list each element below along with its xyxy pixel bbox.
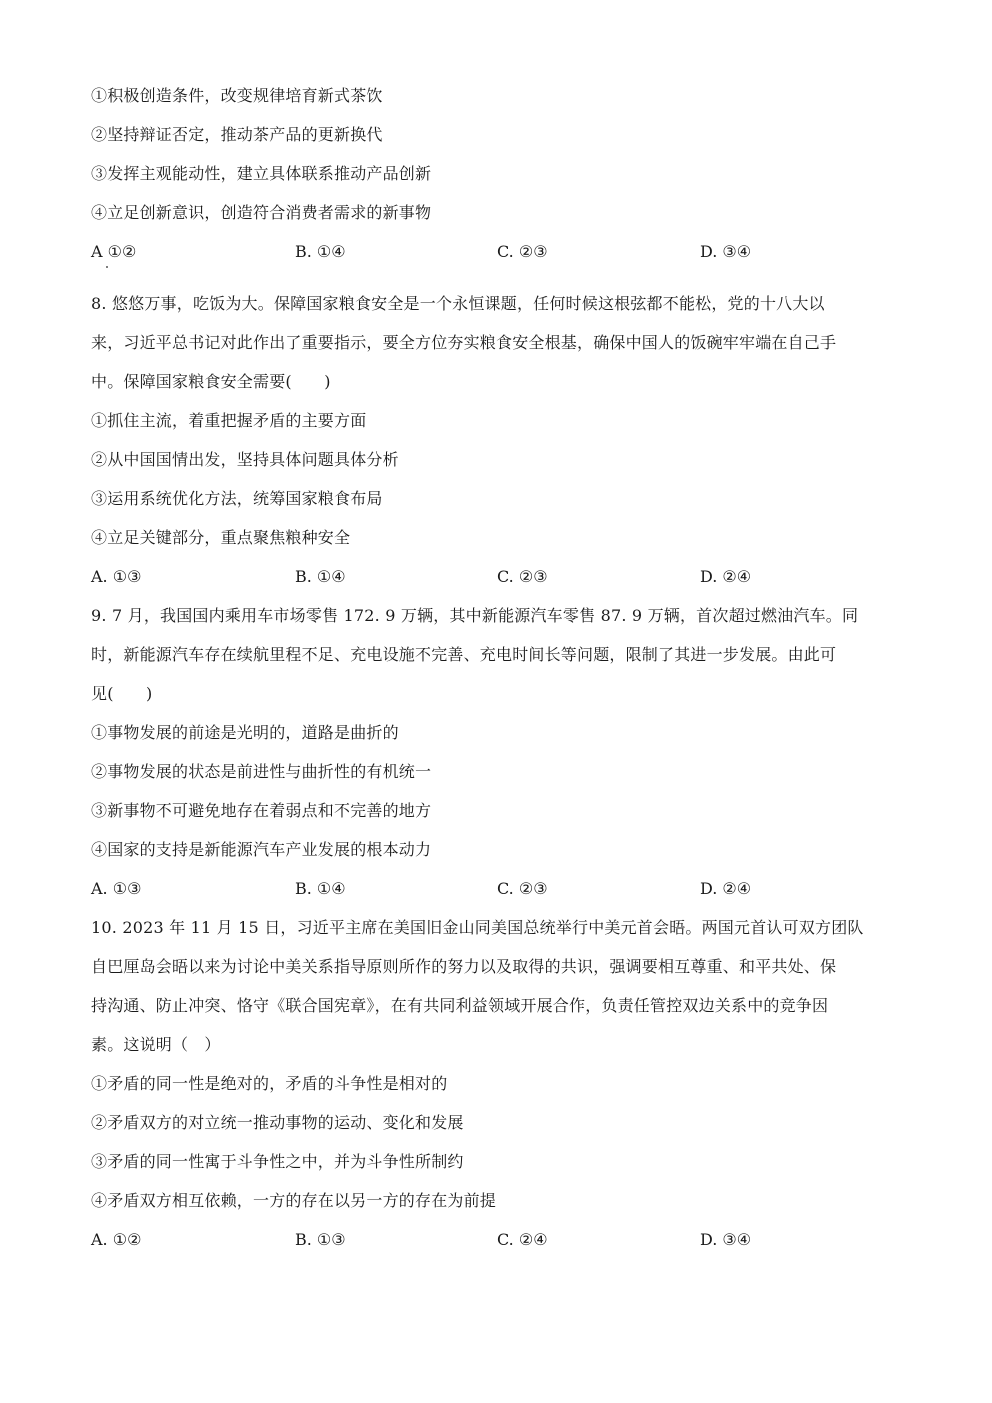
q7-item-1: ①积极创造条件，改变规律培育新式茶饮 — [91, 86, 383, 105]
q9-options — [91, 879, 891, 899]
q7-options — [91, 242, 891, 262]
q10-item-2: ②矛盾双方的对立统一推动事物的运动、变化和发展 — [91, 1113, 464, 1132]
q9-option-d: D. ②④ — [700, 879, 752, 898]
q7-option-a: A ①② — [91, 242, 137, 261]
stray-dot-mark — [106, 266, 108, 268]
q9-option-c: C. ②③ — [497, 879, 548, 898]
q9-item-4: ④国家的支持是新能源汽车产业发展的根本动力 — [91, 840, 432, 859]
q10-stem-line-4: 素。这说明（ ） — [91, 1035, 221, 1054]
q10-item-3: ③矛盾的同一性寓于斗争性之中，并为斗争性所制约 — [91, 1152, 464, 1171]
q8-options — [91, 567, 891, 587]
q10-option-c: C. ②④ — [497, 1230, 548, 1249]
q7-item-2: ②坚持辩证否定，推动茶产品的更新换代 — [91, 125, 383, 144]
q9-stem-line-1: 9. 7 月，我国国内乘用车市场零售 172. 9 万辆，其中新能源汽车零售 87. 9 万辆，首次超过燃油汽车。同 — [91, 606, 859, 625]
q8-item-3: ③运用系统优化方法，统筹国家粮食布局 — [91, 489, 383, 508]
q8-option-c: C. ②③ — [497, 567, 548, 586]
q10-option-d: D. ③④ — [700, 1230, 752, 1249]
q8-item-1: ①抓住主流，着重把握矛盾的主要方面 — [91, 411, 367, 430]
q10-item-1: ①矛盾的同一性是绝对的，矛盾的斗争性是相对的 — [91, 1074, 448, 1093]
q7-item-4: ④立足创新意识，创造符合消费者需求的新事物 — [91, 203, 432, 222]
q8-item-2: ②从中国国情出发，坚持具体问题具体分析 — [91, 450, 399, 469]
q8-item-4: ④立足关键部分，重点聚焦粮种安全 — [91, 528, 351, 547]
q7-option-c: C. ②③ — [497, 242, 548, 261]
q10-stem-line-3: 持沟通、防止冲突、恪守《联合国宪章》，在有共同利益领域开展合作，负责任管控双边关系中的竞争因 — [91, 996, 829, 1015]
q10-item-4: ④矛盾双方相互依赖，一方的存在以另一方的存在为前提 — [91, 1191, 497, 1210]
q8-stem-line-2: 来，习近平总书记对此作出了重要指示，要全方位夯实粮食安全根基，确保中国人的饭碗牢牢端在自己手 — [91, 333, 837, 352]
q7-item-3: ③发挥主观能动性，建立具体联系推动产品创新 — [91, 164, 432, 183]
q10-option-a: A. ①② — [91, 1230, 142, 1249]
q9-item-1: ①事物发展的前途是光明的，道路是曲折的 — [91, 723, 399, 742]
q9-item-3: ③新事物不可避免地存在着弱点和不完善的地方 — [91, 801, 432, 820]
q8-option-b: B. ①④ — [295, 567, 346, 586]
q9-option-a: A. ①③ — [91, 879, 142, 898]
q10-stem-line-1: 10. 2023 年 11 月 15 日，习近平主席在美国旧金山同美国总统举行中美元首会晤。两国元首认可双方团队 — [91, 918, 864, 937]
q9-stem-line-3: 见( ) — [91, 684, 153, 703]
q8-option-a: A. ①③ — [91, 567, 142, 586]
q9-option-b: B. ①④ — [295, 879, 346, 898]
q9-item-2: ②事物发展的状态是前进性与曲折性的有机统一 — [91, 762, 432, 781]
q10-stem-line-2: 自巴厘岛会晤以来为讨论中美关系指导原则所作的努力以及取得的共识，强调要相互尊重、和平共处、保 — [91, 957, 837, 976]
q10-options — [91, 1230, 891, 1250]
q7-option-d: D. ③④ — [700, 242, 752, 261]
q8-stem-line-1: 8. 悠悠万事，吃饭为大。保障国家粮食安全是一个永恒课题，任何时候这根弦都不能松，党的十八大以 — [91, 294, 825, 313]
q7-option-b: B. ①④ — [295, 242, 346, 261]
q9-stem-line-2: 时，新能源汽车存在续航里程不足、充电设施不完善、充电时间长等问题，限制了其进一步发展。由此可 — [91, 645, 837, 664]
q10-option-b: B. ①③ — [295, 1230, 346, 1249]
q8-stem-line-3: 中。保障国家粮食安全需要( ) — [91, 372, 331, 391]
q8-option-d: D. ②④ — [700, 567, 752, 586]
